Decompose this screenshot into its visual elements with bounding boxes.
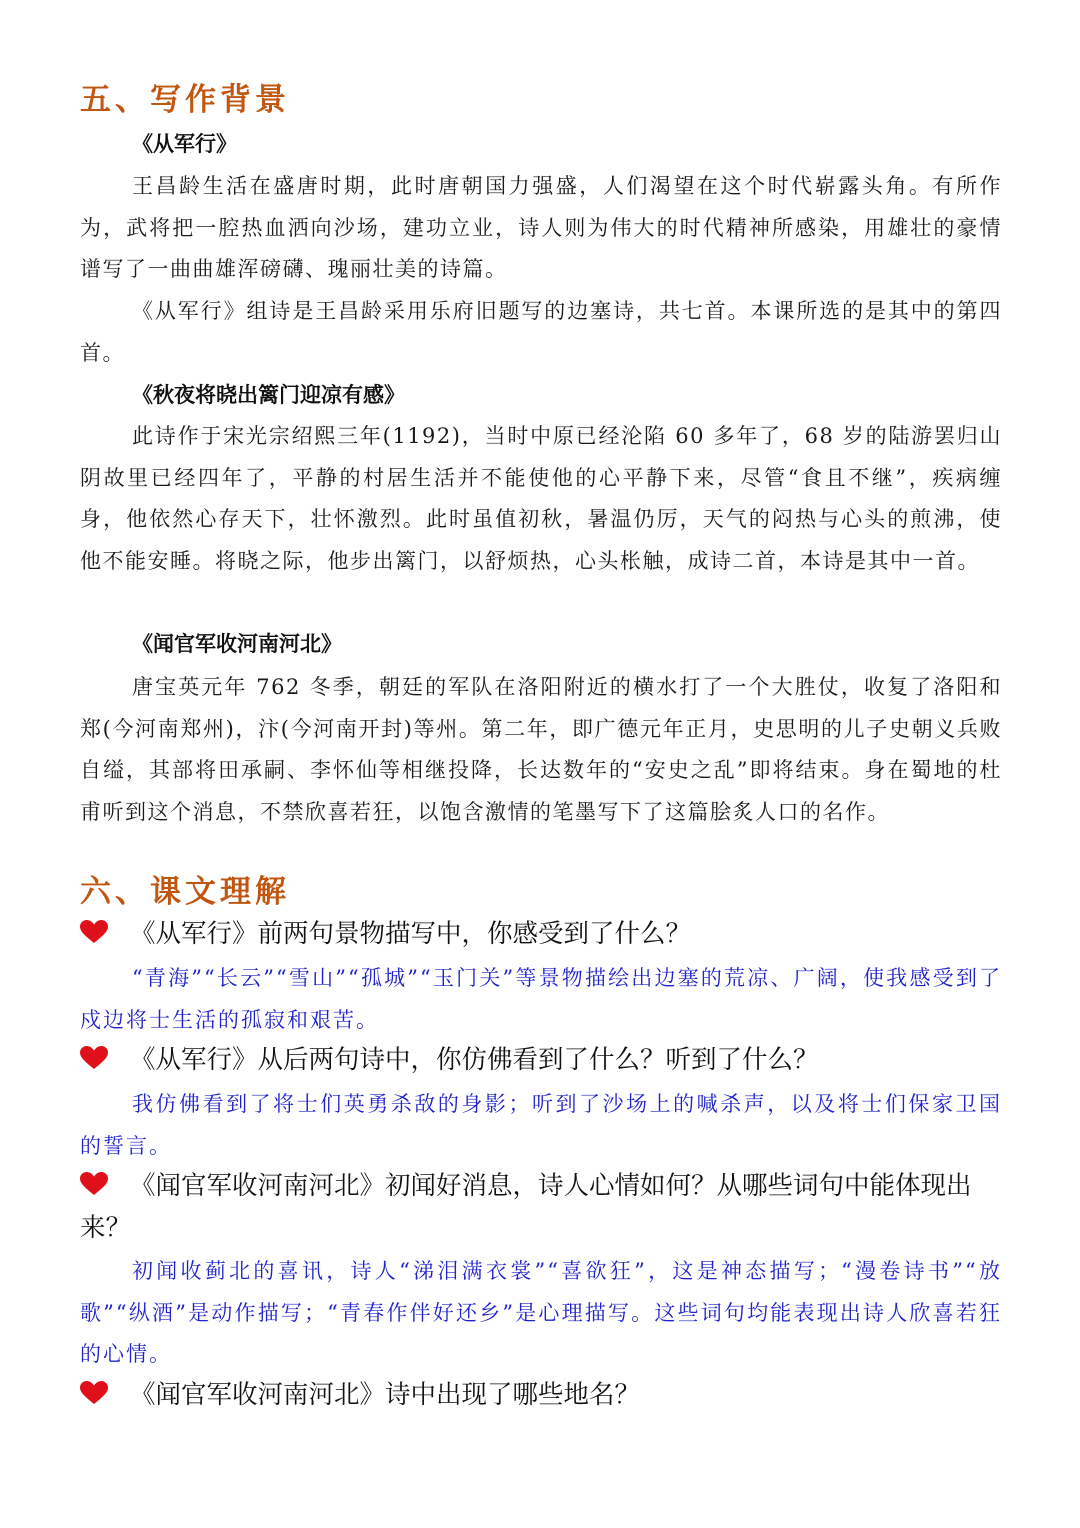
- heart-icon: [80, 1172, 108, 1196]
- paragraph-background-3: 此诗作于宋光宗绍熙三年(1192)，当时中原已经沦陷 60 多年了，68 岁的陆游罢归山阴故里已经四年了，平静的村居生活并不能使他的心平静下来，尽管“食且不继”，疾病缠身，他依然心存天下，壮怀激烈。此时虽值初秋，暑温仍厉，天气的闷热与心头的煎沸，使他不能安睡。将晓之际，他步出篱门，以舒烦热，心头枨触，成诗二首，本诗是其中一首。: [80, 424, 1002, 573]
- question-4: [80, 1374, 1005, 1416]
- question-3-text: 《闻官军收河南河北》初闻好消息，诗人心情如何？从哪些词句中能体现出来？: [80, 1171, 972, 1243]
- question-1: [80, 913, 1005, 955]
- section-title-text-understanding: 六、课文理解: [80, 874, 290, 910]
- paragraph-background-4: 唐宝英元年 762 冬季，朝廷的军队在洛阳附近的横水打了一个大胜仗，收复了洛阳和郑(今河南郑州)，汴(今河南开封)等州。第二年，即广德元年正月，史思明的儿子史朝义兵败自缢，其部将田承嗣、李怀仙等相继投降，长达数年的“安史之乱”即将结束。身在蜀地的杜甫听到这个消息，不禁欣喜若狂，以饱含激情的笔墨写下了这篇脍炙人口的名作。: [80, 675, 1002, 824]
- paragraph-background-2: 《从军行》组诗是王昌龄采用乐府旧题写的边塞诗，共七首。本课所选的是其中的第四首。: [80, 299, 1002, 365]
- heart-icon: [80, 1381, 108, 1405]
- subtitle-cong-jun-xing: 《从军行》: [132, 131, 237, 156]
- question-1-text: 《从军行》前两句景物描写中，你感受到了什么？: [130, 919, 692, 949]
- subtitle-qiu-ye: 《秋夜将晓出篱门迎凉有感》: [132, 382, 405, 407]
- paragraph-background-1: 王昌龄生活在盛唐时期，此时唐朝国力强盛，人们渴望在这个时代崭露头角。有所作为，武将把一腔热血洒向沙场，建功立业，诗人则为伟大的时代精神所感染，用雄壮的豪情谱写了一曲曲雄浑磅礴、瑰丽壮美的诗篇。: [80, 174, 1002, 281]
- answer-1: “青海”“长云”“雪山”“孤城”“玉门关”等景物描绘出边塞的荒凉、广阔，使我感受到了戍边将士生活的孤寂和艰苦。: [80, 966, 1002, 1032]
- question-3: [80, 1165, 1005, 1249]
- heart-icon: [80, 1046, 108, 1070]
- section-title-writing-background: 五、写作背景: [80, 82, 290, 118]
- question-2-text: 《从军行》从后两句诗中，你仿佛看到了什么？听到了什么？: [130, 1045, 819, 1075]
- question-4-text: 《闻官军收河南河北》诗中出现了哪些地名？: [130, 1380, 641, 1410]
- question-2: [80, 1039, 1005, 1081]
- subtitle-wen-guan-jun: 《闻官军收河南河北》: [132, 631, 342, 656]
- heart-icon: [80, 920, 108, 944]
- answer-3: 初闻收蓟北的喜讯，诗人“涕泪满衣裳”“喜欲狂”，这是神态描写；“漫卷诗书”“放歌”“纵酒”是动作描写；“青春作伴好还乡”是心理描写。这些词句均能表现出诗人欣喜若狂的心情。: [80, 1259, 1002, 1366]
- answer-2: 我仿佛看到了将士们英勇杀敌的身影；听到了沙场上的喊杀声，以及将士们保家卫国的誓言。: [80, 1092, 1002, 1158]
